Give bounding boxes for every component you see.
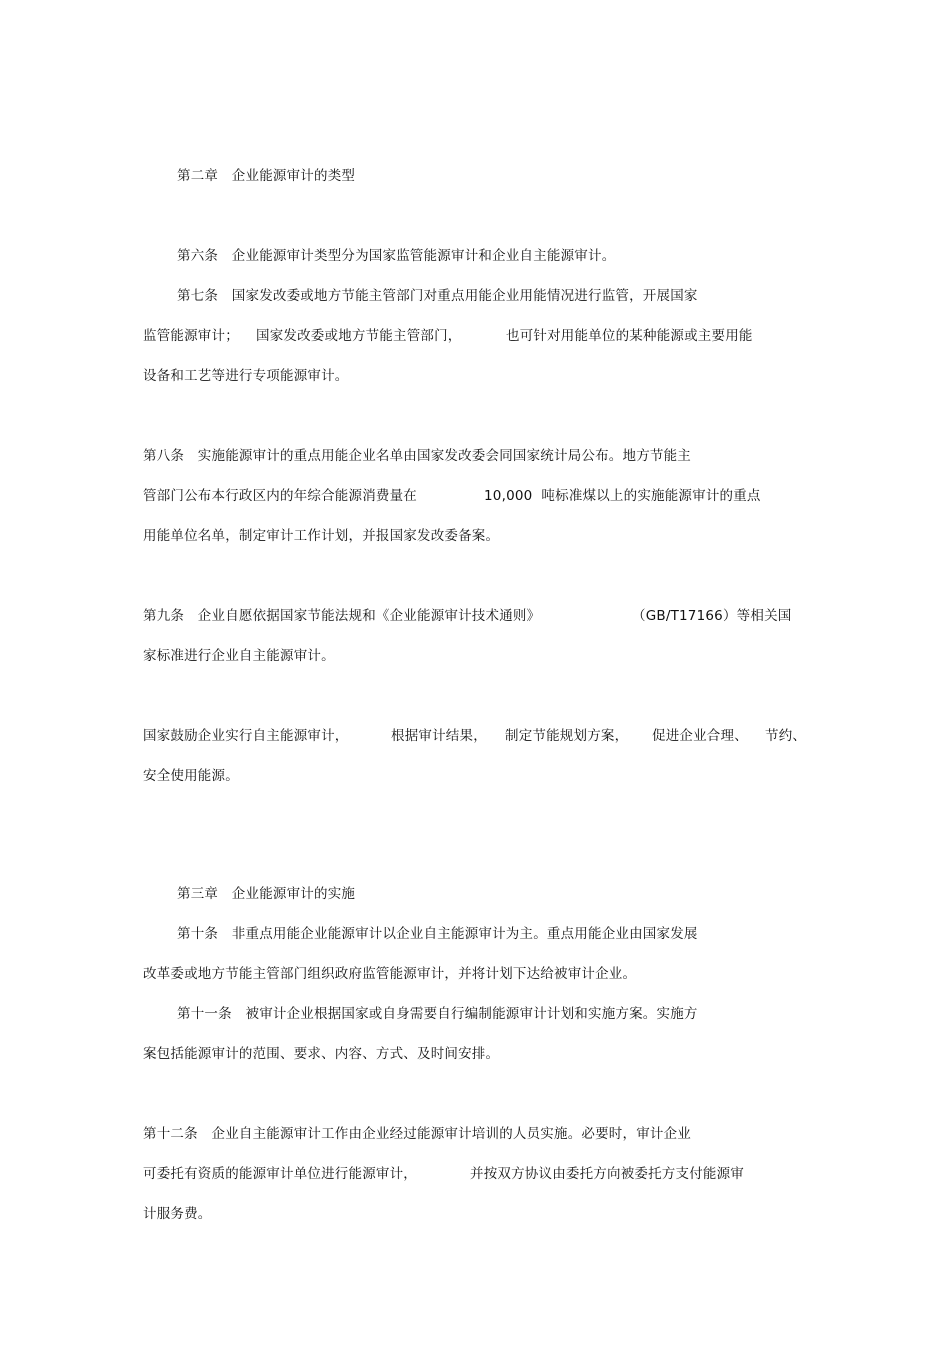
article-9-line-1a: 第九条 企业自愿依据国家节能法规和《企业能源审计技术通则》 <box>143 608 541 624</box>
article-10-line-1: 第十条 非重点用能企业能源审计以企业自主能源审计为主。重点用能企业由国家发展 <box>177 926 698 942</box>
article-12-line-2b: 并按双方协议由委托方向被委托方支付能源审 <box>470 1166 744 1182</box>
article-8-line-2a: 管部门公布本行政区内的年综合能源消费量在 <box>143 488 417 504</box>
article-11-line-2: 案包括能源审计的范围、要求、内容、方式、及时间安排。 <box>143 1046 500 1062</box>
article-10-line-2: 改革委或地方节能主管部门组织政府监管能源审计，并将计划下达给被审计企业。 <box>143 966 637 982</box>
chapter-2-heading: 第二章 企业能源审计的类型 <box>177 168 356 184</box>
article-12-line-3: 计服务费。 <box>143 1206 212 1222</box>
article-6-text: 第六条 企业能源审计类型分为国家监管能源审计和企业自主能源审计。 <box>177 248 616 264</box>
article-8-line-2b: 10,000 吨标准煤以上的实施能源审计的重点 <box>484 488 761 504</box>
article-7-line-1: 第七条 国家发改委或地方节能主管部门对重点用能企业用能情况进行监管，开展国家 <box>177 288 698 304</box>
article-12-line-1: 第十二条 企业自主能源审计工作由企业经过能源审计培训的人员实施。必要时，审计企业 <box>143 1126 691 1142</box>
article-7-line-3: 设备和工艺等进行专项能源审计。 <box>143 368 349 384</box>
article-9-line-1b: （GB/T17166）等相关国 <box>632 608 792 624</box>
article-7-line-2a: 监管能源审计； <box>143 328 239 344</box>
article-7-line-2b: 国家发改委或地方节能主管部门， <box>256 328 462 344</box>
article-12-line-2a: 可委托有资质的能源审计单位进行能源审计， <box>143 1166 417 1182</box>
encourage-line-1e: 节约、 <box>765 728 807 744</box>
encourage-line-1c: 制定节能规划方案， <box>505 728 629 744</box>
article-8-line-3: 用能单位名单，制定审计工作计划，并报国家发改委备案。 <box>143 528 500 544</box>
article-8-line-1: 第八条 实施能源审计的重点用能企业名单由国家发改委会同国家统计局公布。地方节能主 <box>143 448 691 464</box>
encourage-line-1a: 国家鼓励企业实行自主能源审计， <box>143 728 349 744</box>
encourage-line-1d: 促进企业合理、 <box>652 728 748 744</box>
article-7-line-2c: 也可针对用能单位的某种能源或主要用能 <box>506 328 753 344</box>
chapter-3-heading: 第三章 企业能源审计的实施 <box>177 886 356 902</box>
article-9-line-2: 家标准进行企业自主能源审计。 <box>143 648 335 664</box>
article-11-line-1: 第十一条 被审计企业根据国家或自身需要自行编制能源审计计划和实施方案。实施方 <box>177 1006 698 1022</box>
encourage-line-1b: 根据审计结果， <box>391 728 487 744</box>
encourage-line-2: 安全使用能源。 <box>143 768 239 784</box>
